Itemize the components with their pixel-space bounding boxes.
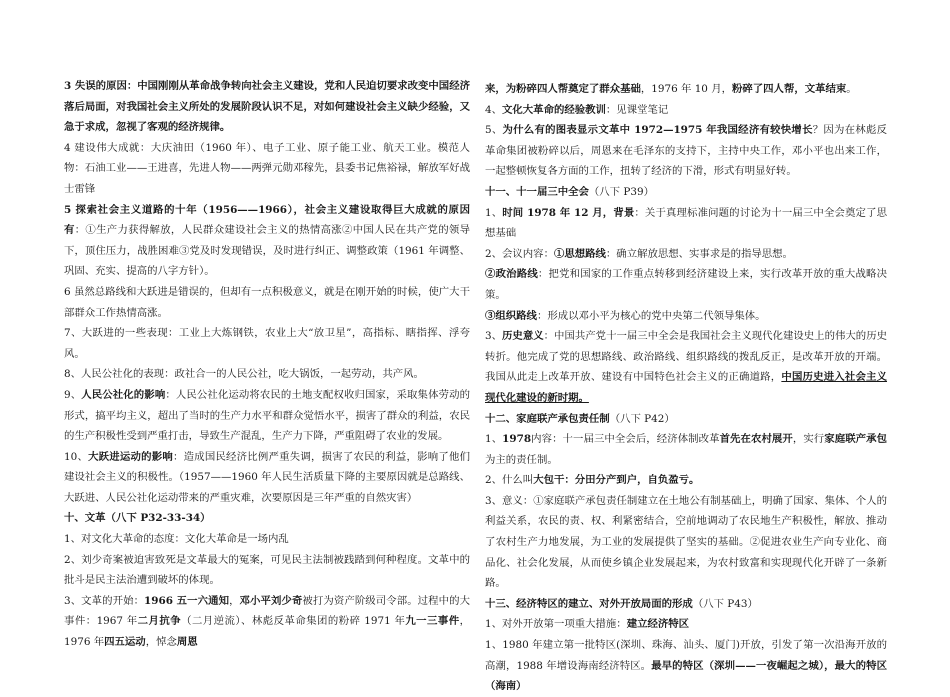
text-segment: 6 虽然总路线和大跃进是错误的，但却有一点积极意义，就是在刚开始的时候，使广大干部群众工作热情高涨。 [64,285,470,319]
text-segment: 1、 [485,206,503,219]
text-segment: 十、文革（八下 P32-33-34） [64,512,211,525]
text-segment: 文化大革命的经验教训 [502,103,606,116]
paragraph-w3 [64,591,470,653]
text-segment: 建立经济特区 [626,618,690,631]
paragraph-s2 [485,244,887,265]
paragraph-h11 [485,182,887,203]
text-segment: 最早的特区（深圳——一夜崛起之城），最大的特区（海南） [485,659,887,693]
right-column [485,79,887,697]
text-segment: 1、对文化大革命的态度：文化大革命是一场内乱 [64,533,289,546]
text-segment: 2、会议内容： [485,247,554,260]
paragraph-w1 [64,529,470,550]
text-segment: ：①生产力获得解放，人民群众建设社会主义的热情高涨②中国人民在共产党的领导下，顶住压力，战胜困难③党及时发现错误，及时进行纠正、调整政策（1961 年调整、巩固、充实、提高的八字方针）。 [64,224,471,278]
paragraph-p7 [64,323,470,364]
text-segment: （八下 P42） [609,412,675,425]
text-segment: （二月逆流）、林彪反革命集团的粉碎 1971 年 [181,615,406,628]
paragraph-s2c [485,306,887,327]
text-segment: 十二、家庭联产承包责任制 [485,412,610,425]
text-segment: 9、 [64,388,82,401]
text-segment: ，1976 年 [64,615,471,649]
text-segment: ②政治路线 [485,268,538,281]
text-segment: ，1976 年 10 月， [640,83,732,95]
text-segment: 来，为粉碎四人帮奠定了群众基础 [485,83,641,95]
paragraph-p8 [64,364,470,385]
text-segment: ：把党和国家的工作重点转移到经济建设上来，实行改革开放的重大战略决策。 [485,268,887,301]
paragraph-p3 [64,76,470,138]
text-segment: 1、对外开放第一项重大措施： [485,618,627,631]
text-segment: 中国历史进入社会主义现代化建设的新时期。 [485,371,888,404]
text-segment: 3、文革的开始： [64,594,145,607]
text-segment: （八下 P39） [588,185,654,198]
paragraph-e1 [485,614,887,635]
text-segment: 首先在农村展开 [719,433,793,446]
text-segment: 为什么有的图表显示文革中 1972—1975 年我国经济有较快增长 [502,124,813,137]
text-segment: 7、大跃进的一些表现：工业上大炼钢铁，农业上大“放卫星”，高指标、瞎指挥、浮夸风。 [64,327,470,360]
text-segment: 家庭联产承包 [824,433,887,446]
paragraph-w2 [64,550,470,591]
text-segment: ， [229,594,240,607]
paragraph-p6 [64,282,470,323]
paragraph-r0 [485,79,887,100]
text-segment: 二月抗争 [137,615,182,628]
text-segment: 4 建设伟大成就：大庆油田（1960 年）、电子工业、原子能工业、航天工业。模范人物：石油工业——王进喜，先进人物——两弹元勋邓稼先，县委书记焦裕禄，解放军好战士雷锋 [64,141,470,195]
text-segment: 时间 1978 年 12 月，背景 [502,206,635,219]
text-segment: 1966 五一六通知 [144,594,230,607]
text-segment: ：见课堂笔记 [605,103,669,116]
text-segment: ：关于真理标准问题的讨论为十一届三中全会奠定了思想基础 [485,206,887,240]
text-segment: 历史意义 [502,330,544,343]
text-segment: 四五运动 [104,636,146,649]
text-segment: 2、什么叫 [485,474,534,487]
text-segment: ，悼念 [145,636,177,649]
text-segment: 周恩 [176,636,198,649]
paragraph-h10 [64,508,470,529]
text-segment: 3 失误的原因：中国刚刚从革命战争转向社会主义建设，党和人民迫切要求改变中国经济落后局面，对我国社会主义所处的发展阶段认识不足，对如何建设社会主义缺少经验，又急于求成，忽视了客观的经济规律。 [64,80,470,134]
paragraph-s3 [485,326,887,408]
left-column [64,76,470,653]
text-segment: ：形成以邓小平为核心的党中央第二代领导集体。 [536,309,766,322]
text-segment: ：确立解放思想、实事求是的指导思想。 [605,247,793,260]
text-segment: 5 探索社会主义道路的十年（1956——1966），社会主义建设取得巨大成就的原因有 [64,203,470,237]
text-segment: 十三、经济特区的建立、对外开放局面的形成 [485,597,693,610]
text-segment: 人民公社化的影响 [81,388,166,401]
text-segment: 为主的责任制。 [485,453,558,466]
text-segment: ①思想路线 [553,247,606,260]
text-segment: 1、 [485,433,503,446]
text-segment: 2、刘少奇案被迫害致死是文革最大的冤案，可见民主法制被践踏到何种程度。文革中的批斗是民主法治遭到破坏的体现。 [64,553,470,587]
text-segment: 5、 [485,124,503,137]
text-segment: ③组织路线 [485,309,537,322]
text-segment: 大包干：分田分产到户，自负盈亏。 [533,474,700,487]
text-segment: 3、意义：①家庭联产承包责任制建立在土地公有制基础上，明确了国家、集体、个人的利益关系，农民的责、权、利紧密结合，空前地调动了农民地生产积极性，解放、推动了农村生产力地发展，为工业的发展提供了坚实的基础。②促进农业生产向专业化、商品化、社会化发展，从而使乡镇企业发展起来，为农村致富和实现现代化开辟了一条新路。 [485,494,887,590]
paragraph-r5 [485,120,887,182]
text-segment: 粉碎了四人帮，文革结束 [732,83,847,95]
paragraph-s2b [485,264,887,305]
text-segment: 4、 [485,103,503,116]
paragraph-s1 [485,203,887,244]
text-segment: 十一、十一届三中全会 [485,185,589,198]
text-segment: ：造成国民经济比例严重失调，损害了农民的利益，影响了他们建设社会主义的积极性。（1957——1960 年人民生活质量下降的主要原因就是总路线、大跃进、人民公社化运动带来的严重灾难，次要原因是三年严重的自然灾害） [64,450,470,504]
paragraph-r4 [485,100,887,121]
text-segment: ：中国共产党十一届三中全会是我国社会主义现代化建设史上的伟大的历史转折。他完成了党的思想路线、政治路线、组织路线的拨乱反正，是改革开放的开端。我国从此走上改革开放、建设有中国特色社会主义的正确道路， [485,330,887,384]
text-segment: 8、人民公社化的表现：政社合一的人民公社，吃大锅饭，一起劳动，共产风。 [64,368,424,381]
paragraph-f1 [485,429,887,470]
paragraph-f3 [485,491,887,594]
text-segment: 内容：十一届三中全会后，经济体制改革 [531,433,720,446]
paragraph-e2 [485,635,887,697]
text-segment: ：人民公社化运动将农民的土地支配权收归国家，采取集体劳动的形式，搞平均主义，超出了当时的生产力水平和群众觉悟水平，损害了群众的利益，农民的生产积极性受到严重打击，导致生产混乱，生产力下降，严重阻碍了农业的发展。 [64,388,470,443]
text-segment: （八下 P43） [692,597,758,610]
text-segment: 大跃进运动的影响 [88,450,173,463]
text-segment: 邓小平刘少奇 [239,594,303,607]
text-segment: 1、1980 年建立第一批特区(深圳、珠海、汕头、厦门)开放，引发了第一次沿海开放的高潮，1988 年增设海南经济特区。 [485,639,887,672]
text-segment: 3、 [485,330,503,343]
paragraph-p9 [64,385,470,447]
paragraph-p10 [64,447,470,509]
paragraph-f2 [485,470,887,491]
paragraph-h13 [485,594,887,615]
text-segment: ，实行 [792,433,825,446]
paragraph-p4 [64,138,470,200]
paragraph-h12 [485,409,887,430]
paragraph-p5 [64,200,470,282]
text-segment: ？因为在林彪反革命集团被粉碎以后，周恩来在毛泽东的支持下，主持中央工作，邓小平也出来工作，一起整顿恢复各方面的工作，扭转了经济的下滑，形式有明显好转。 [485,124,887,178]
text-segment: 。 [846,83,857,95]
text-segment: 10、 [64,450,89,463]
text-segment: 九一三事件 [405,615,460,628]
text-segment: 被打为资产阶级司令部。过程中的大事件：1967 年 [64,594,470,628]
text-segment: 1978 [502,433,532,446]
